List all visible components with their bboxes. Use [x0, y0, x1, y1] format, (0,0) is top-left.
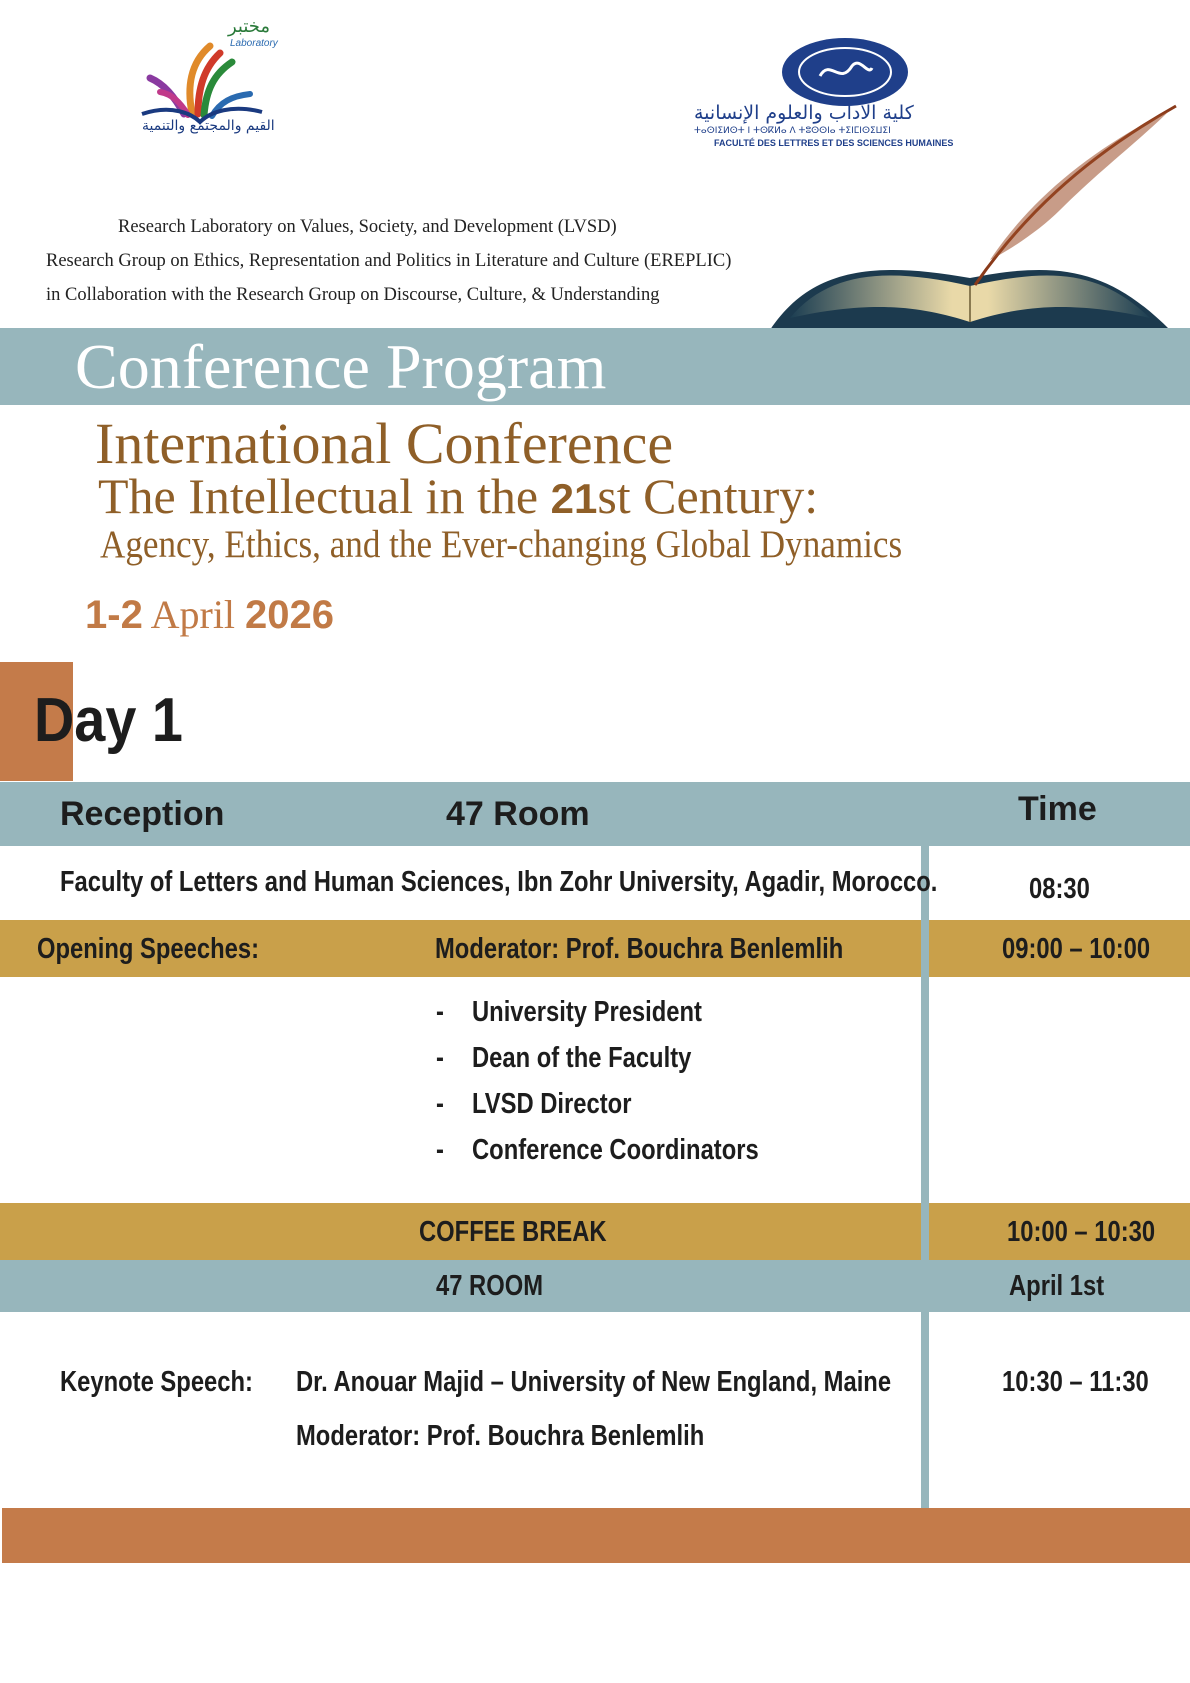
opening-moderator: Moderator: Prof. Bouchra Benlemlih: [435, 933, 844, 965]
speaker-name: University President: [472, 996, 702, 1028]
date-year: 2026: [245, 593, 335, 637]
keynote-label: Keynote Speech:: [60, 1366, 253, 1398]
speakers-list: [434, 996, 834, 1180]
faculty-name-french: FACULTÉ DES LETTRES ET DES SCIENCES HUMAINES: [714, 138, 954, 148]
list-item: [434, 1042, 834, 1088]
credit-line-1: Research Laboratory on Values, Society, and Development (LVSD): [118, 217, 617, 237]
conference-heading: International Conference: [95, 411, 674, 476]
banner-title: Conference Program: [75, 331, 607, 402]
column-divider: [921, 846, 929, 1508]
day-label: Day 1: [34, 686, 183, 755]
header-time: Time: [1018, 790, 1097, 828]
date-days: 1-2: [85, 593, 143, 637]
credit-line-2: Research Group on Ethics, Representation and Politics in Literature and Culture (EREPLIC): [46, 251, 732, 271]
room-label: 47 ROOM: [436, 1270, 544, 1302]
header-room: 47 Room: [446, 795, 590, 833]
opening-label: Opening Speeches:: [37, 933, 260, 965]
keynote-moderator: Moderator: Prof. Bouchra Benlemlih: [296, 1420, 705, 1452]
conference-title-pre: The Intellectual in the: [98, 468, 551, 524]
list-item: [434, 996, 834, 1042]
room-date: April 1st: [1009, 1270, 1105, 1302]
lab-logo: [132, 18, 302, 158]
list-dash: -: [436, 1134, 444, 1166]
conference-date: [85, 591, 334, 639]
lab-logo-latin: Laboratory: [230, 38, 278, 49]
keynote-time: 10:30 – 11:30: [1002, 1366, 1149, 1398]
open-book-quill-icon: [770, 100, 1190, 332]
list-dash: -: [436, 1088, 444, 1120]
lab-logo-arabic-bottom: القيم والمجتمع والتنمية: [142, 118, 275, 134]
venue-text: Faculty of Letters and Human Sciences, Ibn Zohr University, Agadir, Morocco.: [60, 866, 938, 898]
coffee-label: COFFEE BREAK: [419, 1216, 607, 1248]
credit-line-3: in Collaboration with the Research Group on Discourse, Culture, & Understanding: [46, 285, 660, 305]
university-seal-icon: [780, 36, 910, 108]
list-item: [434, 1134, 834, 1180]
faculty-name-arabic: كلية الآداب والعلوم الإنسانية: [694, 102, 914, 124]
conference-title-post: st Century:: [597, 468, 819, 524]
footer-bar: [2, 1508, 1190, 1563]
opening-time: 09:00 – 10:00: [1002, 933, 1151, 965]
faculty-name-tifinagh: ⵜⴰⵙⵏⵉⵍⵙⵜ ⵏ ⵜⵙⴽⵍⴰ ⴷ ⵜⵓⵙⵙⵏⴰ ⵜⵉⵏⵎⵏⵙⵉⵡⵉⵏ: [694, 126, 891, 136]
conference-title-number: 21: [550, 475, 598, 522]
list-dash: -: [436, 1042, 444, 1074]
speaker-name: Dean of the Faculty: [472, 1042, 692, 1074]
coffee-time: 10:00 – 10:30: [1007, 1216, 1156, 1248]
speaker-name: Conference Coordinators: [472, 1134, 759, 1166]
venue-time: 08:30: [1029, 873, 1090, 905]
list-dash: -: [436, 996, 444, 1028]
keynote-speaker: Dr. Anouar Majid – University of New England, Maine: [296, 1366, 892, 1398]
lab-logo-arabic-top: مختبر: [228, 16, 271, 37]
date-month: April: [142, 592, 246, 637]
speaker-name: LVSD Director: [472, 1088, 632, 1120]
conference-subtitle: Agency, Ethics, and the Ever-changing Global Dynamics: [100, 523, 903, 566]
list-item: [434, 1088, 834, 1134]
header-reception: Reception: [60, 795, 225, 833]
conference-title: [98, 468, 818, 527]
